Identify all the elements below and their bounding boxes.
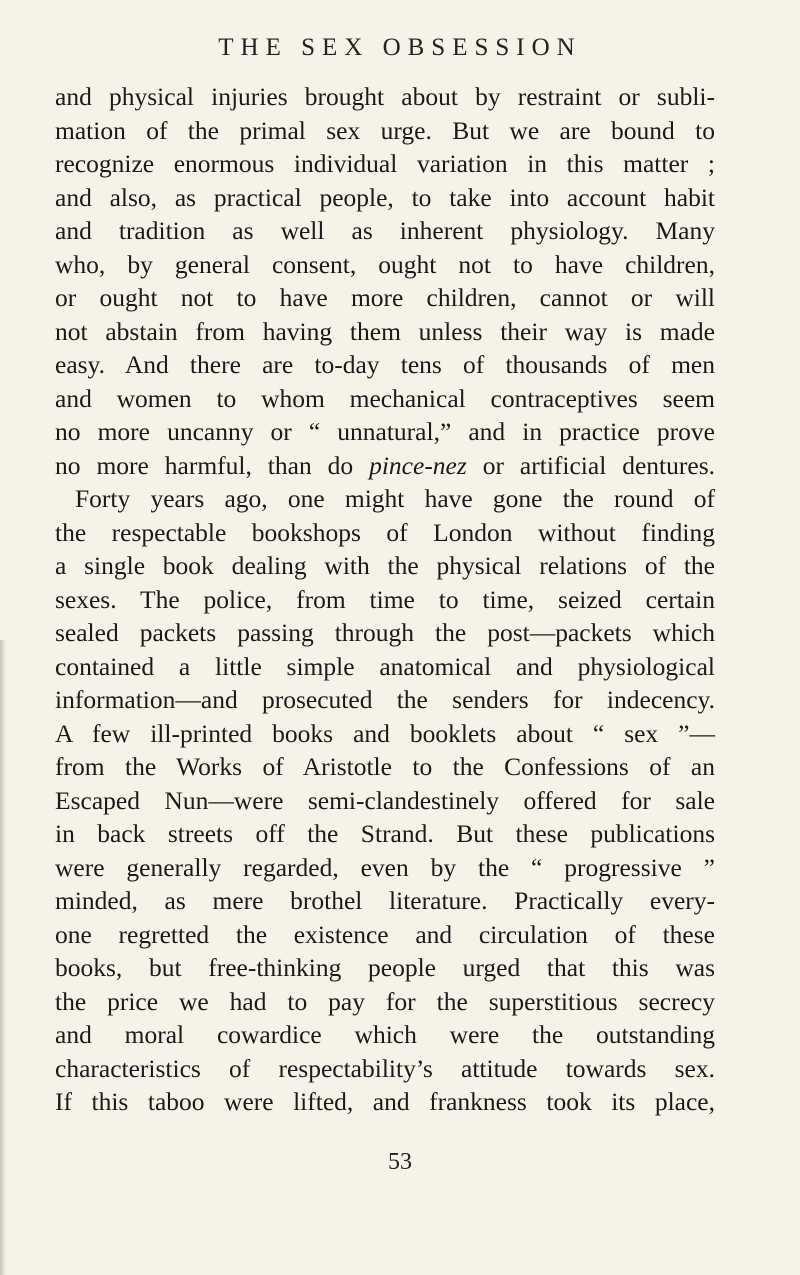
text-line-segment: sealed packets passing through the post—packets which bbox=[55, 618, 715, 647]
text-line-segment: contained a little simple anatomical and physiological bbox=[55, 651, 715, 681]
text-line-segment: Escaped Nun—were semi-clandestinely offered for sale bbox=[55, 785, 715, 815]
text-line-segment: recognize enormous individual variation in this matter ; bbox=[55, 149, 715, 178]
text-line-segment: sexes. The police, from time to time, seized certain bbox=[55, 584, 715, 614]
text-line-segment: books, but free-thinking people urged that this was bbox=[55, 953, 715, 982]
text-line-segment: not abstain from having them unless their way is made bbox=[55, 316, 715, 346]
text-line-segment: Forty years ago, one might have gone the round of bbox=[75, 484, 715, 513]
gutter-shadow bbox=[0, 640, 6, 1275]
page-number: 53 bbox=[388, 1149, 412, 1175]
text-line-segment: in back streets off the Strand. But these publications bbox=[55, 819, 715, 848]
text-line bbox=[55, 1018, 715, 1052]
text-line-segment: were generally regarded, even by the “ progressive ” bbox=[55, 852, 715, 882]
text-line bbox=[55, 717, 715, 751]
running-head: THE SEX OBSESSION bbox=[218, 34, 582, 61]
text-line-segment: the price we had to pay for the superstitious secrecy bbox=[55, 986, 715, 1016]
text-line-segment: the respectable bookshops of London without finding bbox=[55, 517, 715, 547]
text-line bbox=[55, 616, 715, 650]
text-line bbox=[55, 114, 715, 148]
text-line-segment: minded, as mere brothel literature. Practically every- bbox=[55, 886, 715, 915]
text-line-segment: mation of the primal sex urge. But we are bound to bbox=[55, 115, 715, 145]
text-line bbox=[55, 449, 715, 483]
text-line bbox=[55, 1085, 715, 1119]
text-line bbox=[55, 750, 715, 784]
text-line bbox=[55, 884, 715, 918]
text-line bbox=[55, 382, 715, 416]
text-line-segment: who, by general consent, ought not to have children, bbox=[55, 249, 715, 279]
text-line-segment: and tradition as well as inherent physiology. Many bbox=[55, 216, 715, 245]
text-line-segment: and moral cowardice which were the outstanding bbox=[55, 1020, 715, 1049]
text-line-segment: one regretted the existence and circulation of these bbox=[55, 919, 715, 949]
text-line bbox=[55, 80, 715, 114]
text-line bbox=[55, 281, 715, 315]
text-line-segment: If this taboo were lifted, and frankness took its place, bbox=[55, 1087, 715, 1116]
text-line-segment: easy. And there are to-day tens of thousands of men bbox=[55, 350, 715, 379]
text-line-segment: a single book dealing with the physical relations of the bbox=[55, 551, 715, 580]
text-line bbox=[55, 415, 715, 449]
text-line bbox=[55, 985, 715, 1019]
text-line bbox=[55, 951, 715, 985]
text-line-segment: or ought not to have more children, cannot or will bbox=[55, 283, 715, 312]
text-line-segment: and physical injuries brought about by restraint or subli- bbox=[55, 82, 715, 111]
text-line bbox=[55, 784, 715, 818]
text-line-segment: and women to whom mechanical contraceptives seem bbox=[55, 383, 715, 413]
text-line-segment: or artificial dentures. bbox=[466, 450, 715, 480]
text-line-segment: information—and prosecuted the senders for indecency. bbox=[55, 685, 715, 714]
text-line bbox=[55, 583, 715, 617]
text-line-segment: no more uncanny or “ unnatural,” and in practice prove bbox=[55, 417, 715, 446]
text-line bbox=[55, 214, 715, 248]
italic-term: pince-nez bbox=[369, 450, 467, 480]
text-line bbox=[55, 817, 715, 851]
text-line bbox=[55, 516, 715, 550]
text-line bbox=[55, 315, 715, 349]
text-line bbox=[55, 181, 715, 215]
text-line bbox=[55, 650, 715, 684]
text-line-segment: no more harmful, than do bbox=[55, 450, 370, 480]
text-line bbox=[55, 851, 715, 885]
text-line-segment: characteristics of respectability’s attitude towards sex. bbox=[55, 1053, 715, 1083]
text-line bbox=[55, 147, 715, 181]
text-line bbox=[55, 683, 715, 717]
text-line bbox=[55, 348, 715, 382]
text-line-segment: and also, as practical people, to take into account habit bbox=[55, 182, 715, 212]
body-text bbox=[55, 80, 715, 1119]
text-line bbox=[55, 482, 715, 516]
text-line bbox=[55, 549, 715, 583]
text-line-segment: A few ill-printed books and booklets about “ sex ”— bbox=[55, 718, 715, 748]
text-line bbox=[55, 1052, 715, 1086]
text-line bbox=[55, 918, 715, 952]
text-line-segment: from the Works of Aristotle to the Confessions of an bbox=[55, 752, 715, 781]
text-line bbox=[55, 248, 715, 282]
